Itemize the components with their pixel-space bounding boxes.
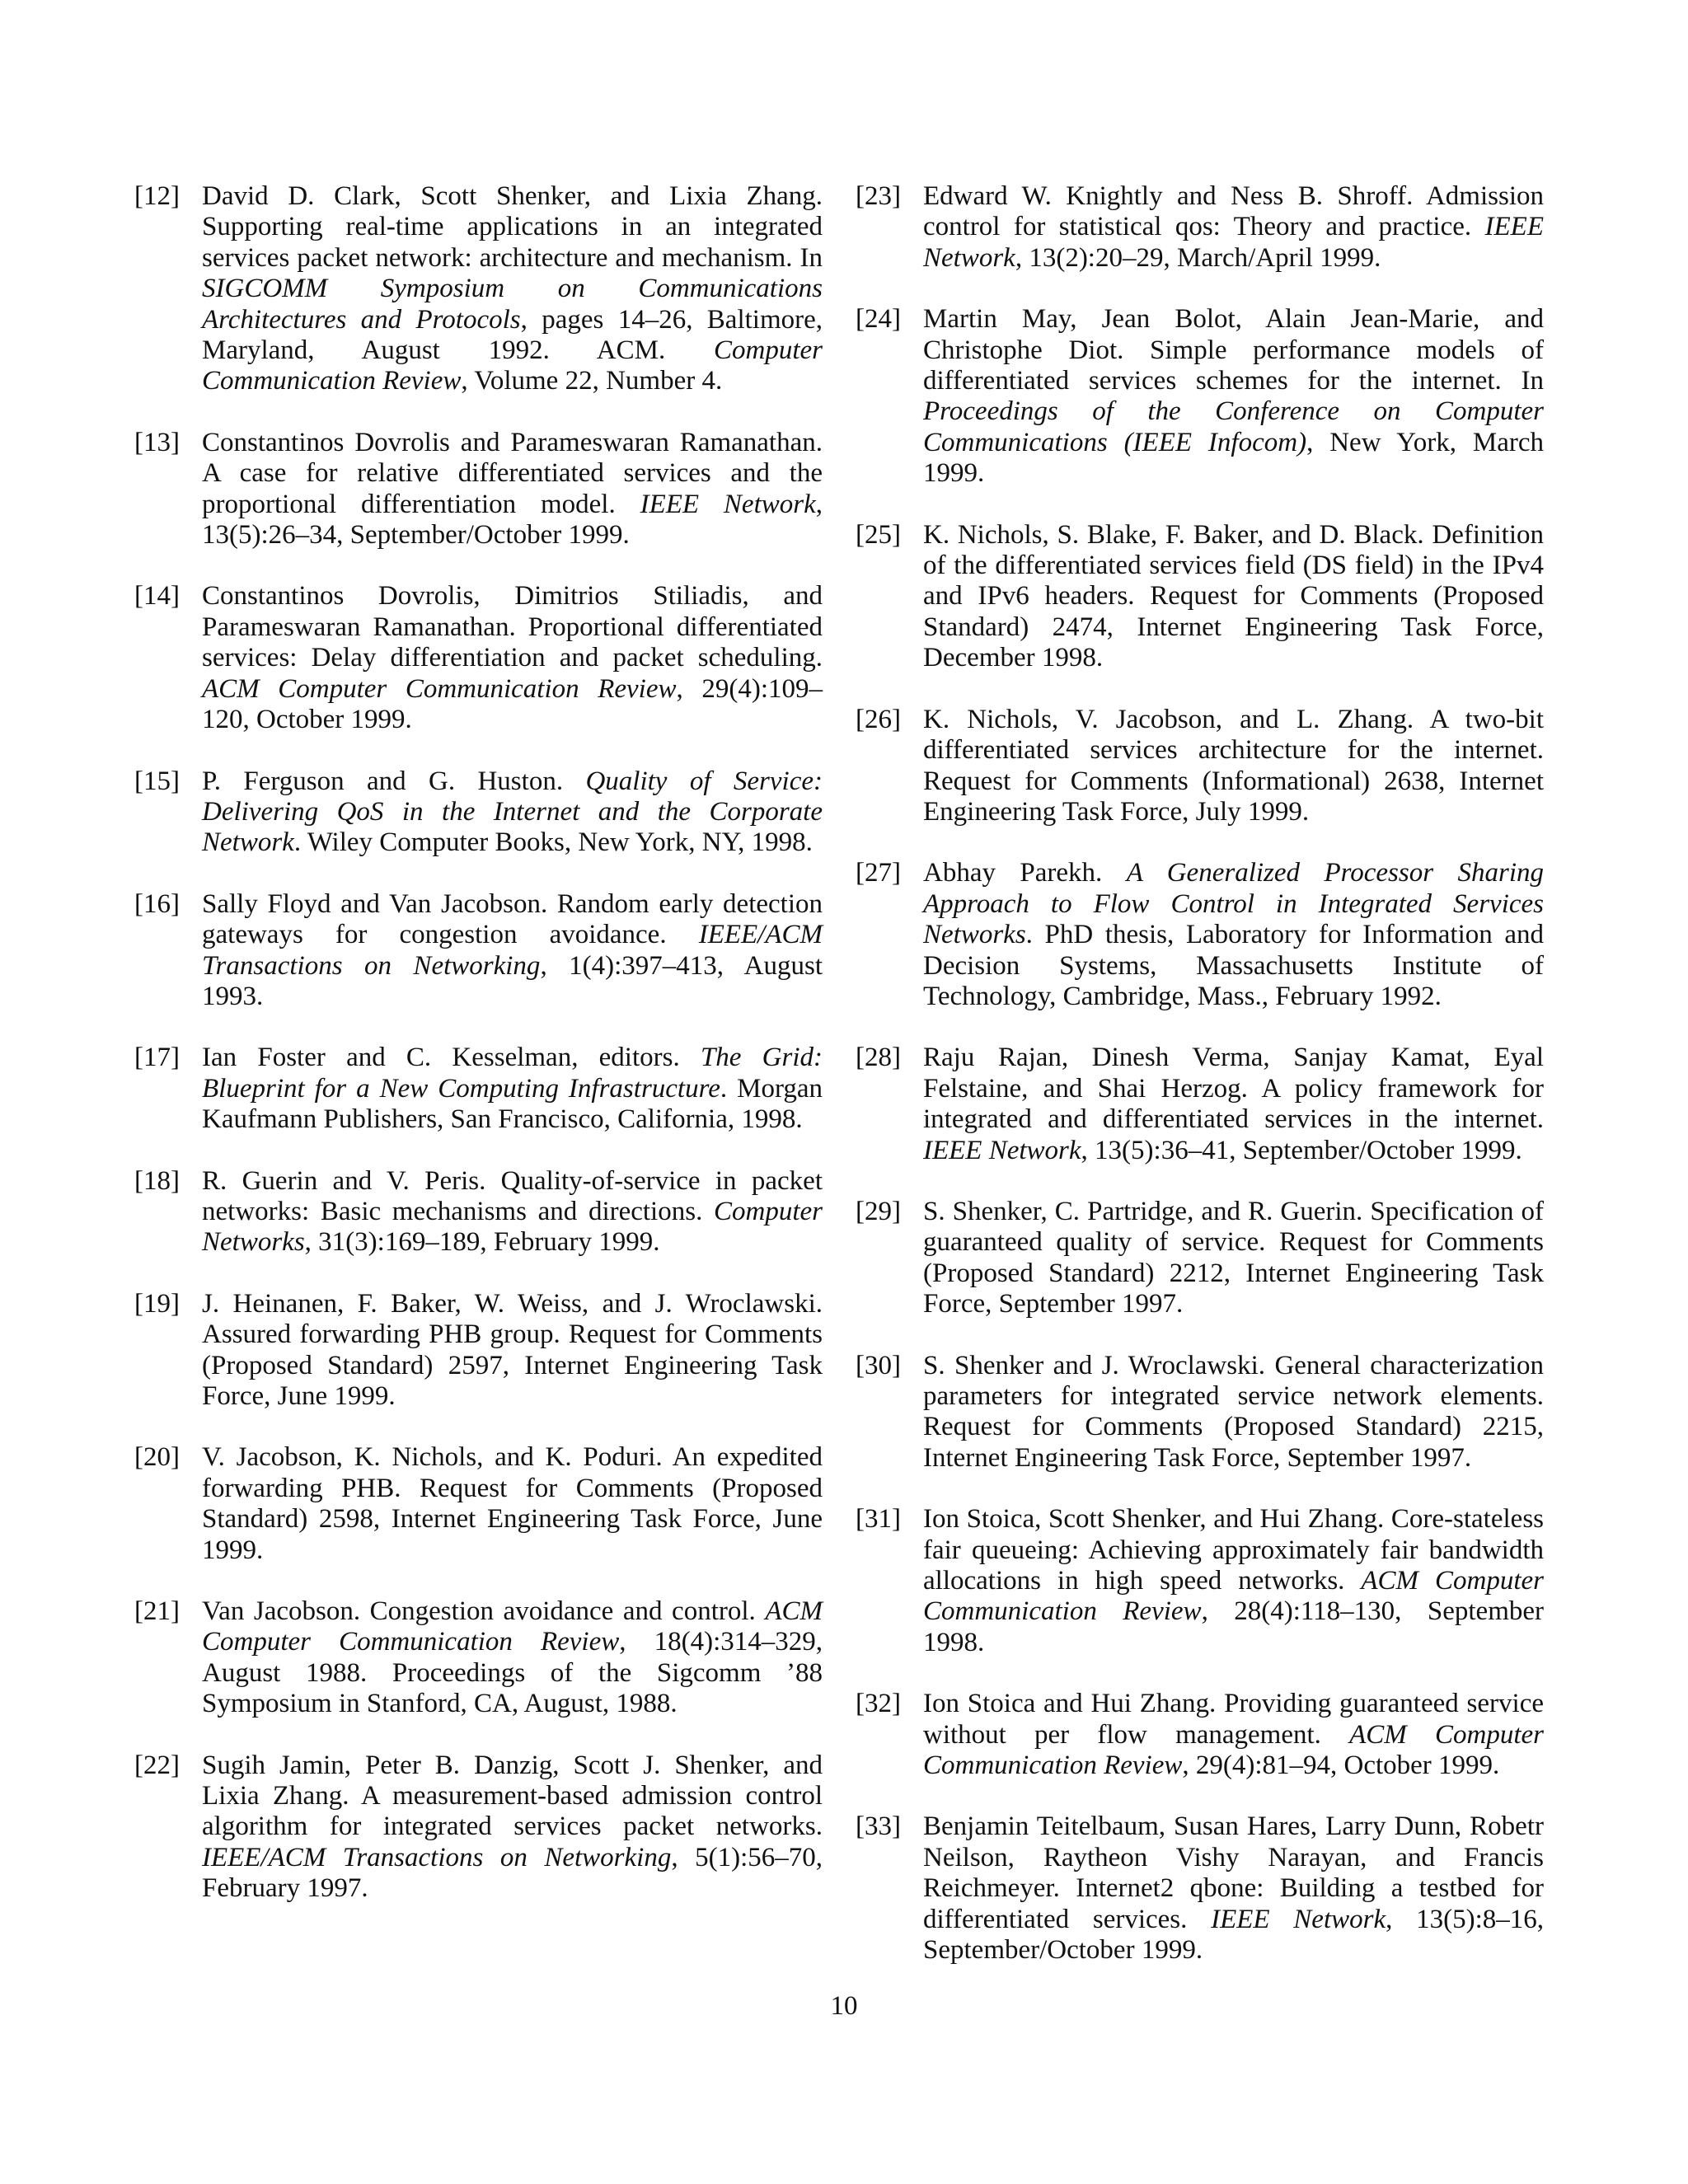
reference-entry	[856, 1689, 1544, 1781]
reference-entry	[134, 181, 823, 397]
reference-text-segment: , 13(2):20–29, March/April 1999.	[1015, 242, 1381, 273]
reference-label: [15]	[134, 766, 180, 796]
reference-text	[923, 1504, 1544, 1658]
reference-entry	[856, 520, 1544, 674]
reference-label: [23]	[856, 181, 901, 211]
reference-venue-italic: IEEE Network	[640, 489, 816, 519]
reference-text-segment: Abhay Parekh.	[923, 858, 1127, 888]
reference-text-segment: . Morgan Kaufmann Publishers, San Francisco, California, 1998.	[202, 1073, 823, 1135]
reference-text-segment: Ion Stoica and Hui Zhang. Providing guaranteed service without per flow management.	[923, 1689, 1544, 1750]
reference-text	[923, 520, 1544, 674]
reference-text	[923, 1197, 1544, 1320]
reference-text-segment: David D. Clark, Scott Shenker, and Lixia Zhang. Supporting real-time applications in an integrated services packet network: architecture and mechanism. In	[202, 181, 823, 273]
reference-label: [33]	[856, 1811, 901, 1842]
reference-text-segment: K. Nichols, S. Blake, F. Baker, and D. Black. Definition of the differentiated services field (DS field) in the IPv4 and IPv6 headers. Request for Comments (Proposed Standard) 2474, Internet Engineering Task Force, December 1998.	[923, 519, 1544, 673]
reference-text	[202, 1750, 823, 1905]
reference-text-segment: Sugih Jamin, Peter B. Danzig, Scott J. Shenker, and Lixia Zhang. A measurement-based admission control algorithm for integrated services packet networks.	[202, 1750, 823, 1842]
reference-venue-italic: IEEE Network	[923, 212, 1544, 273]
reference-text-segment: , Volume 22, Number 4.	[461, 366, 723, 396]
reference-text-segment: . PhD thesis, Laboratory for Information and Decision Systems, Massachusetts Institute of Technology, Cambridge, Mass., February 1992.	[923, 920, 1544, 1011]
reference-label: [18]	[134, 1165, 180, 1196]
reference-entry	[134, 1442, 823, 1566]
reference-text-segment: Ian Foster and C. Kesselman, editors.	[202, 1043, 701, 1073]
reference-text	[202, 1442, 823, 1566]
reference-text-segment: Sally Floyd and Van Jacobson. Random early detection gateways for congestion avoidance.	[202, 888, 823, 950]
reference-venue-italic: Computer Networks	[202, 1196, 823, 1258]
reference-venue-italic: IEEE/ACM Transactions on Networking	[202, 920, 823, 981]
reference-label: [31]	[856, 1504, 901, 1535]
reference-label: [14]	[134, 581, 180, 612]
reference-entry	[134, 766, 823, 859]
reference-text	[923, 1689, 1544, 1781]
reference-venue-italic: Computer Communication Review	[202, 335, 823, 396]
reference-text-segment: R. Guerin and V. Peris. Quality-of-service in packet networks: Basic mechanisms and directions.	[202, 1165, 823, 1226]
reference-text	[923, 304, 1544, 489]
reference-text-segment: , 1(4):397–413, August 1993.	[202, 950, 823, 1011]
reference-entry	[134, 889, 823, 1013]
reference-text	[923, 1351, 1544, 1474]
reference-text-segment: , 13(5):36–41, September/October 1999.	[1081, 1135, 1522, 1165]
reference-entry	[134, 428, 823, 551]
reference-text	[202, 889, 823, 1013]
reference-entry	[856, 705, 1544, 828]
reference-text	[202, 428, 823, 551]
reference-text	[923, 1811, 1544, 1966]
reference-entry	[134, 1043, 823, 1135]
reference-text	[202, 581, 823, 735]
reference-entry	[134, 1166, 823, 1258]
reference-text	[202, 1596, 823, 1720]
reference-text	[202, 1043, 823, 1135]
reference-text-segment: , 13(5):26–34, September/October 1999.	[202, 489, 823, 551]
reference-entry	[134, 1289, 823, 1413]
reference-text-segment: Ion Stoica, Scott Shenker, and Hui Zhang. Core-stateless fair queueing: Achieving approximately fair bandwidth allocations in high speed networks.	[923, 1504, 1544, 1596]
reference-label: [30]	[856, 1350, 901, 1380]
reference-text-segment: . Wiley Computer Books, New York, NY, 1998.	[293, 827, 813, 858]
reference-entry	[856, 1197, 1544, 1320]
references-right-column	[856, 181, 1544, 1997]
reference-text-segment: Edward W. Knightly and Ness B. Shroff. Admission control for statistical qos: Theory and practice.	[923, 181, 1544, 242]
reference-label: [24]	[856, 304, 901, 335]
reference-text-segment: V. Jacobson, K. Nichols, and K. Poduri. An expedited forwarding PHB. Request for Comments (Proposed Standard) 2598, Internet Engineering Task Force, June 1999.	[202, 1442, 823, 1565]
reference-label: [17]	[134, 1043, 180, 1073]
reference-entry	[134, 1750, 823, 1905]
reference-text-segment: Constantinos Dovrolis, Dimitrios Stiliadis, and Parameswaran Ramanathan. Proportional differentiated services: Delay differentiation and packet scheduling.	[202, 581, 823, 673]
reference-text-segment: , 29(4):81–94, October 1999.	[1182, 1750, 1500, 1781]
reference-text-segment: Raju Rajan, Dinesh Verma, Sanjay Kamat, Eyal Felstaine, and Shai Herzog. A policy framework for integrated and differentiated services in the internet.	[923, 1043, 1544, 1135]
reference-label: [19]	[134, 1288, 180, 1319]
reference-text-segment: , pages 14–26, Baltimore, Maryland, August 1992. ACM.	[202, 304, 823, 366]
reference-text	[202, 1289, 823, 1413]
reference-venue-italic: SIGCOMM Symposium on Communications Architectures and Protocols	[202, 274, 823, 335]
reference-text-segment: Martin May, Jean Bolot, Alain Jean-Marie, and Christophe Diot. Simple performance models of differentiated services schemes for the internet. In	[923, 304, 1544, 396]
reference-venue-italic: A Generalized Processor Sharing Approach to Flow Control in Integrated Services Networks	[923, 858, 1544, 950]
reference-venue-italic: ACM Computer Communication Review	[202, 1596, 823, 1657]
reference-venue-italic: The Grid: Blueprint for a New Computing Infrastructure	[202, 1043, 823, 1104]
reference-venue-italic: IEEE/ACM Transactions on Networking	[202, 1842, 672, 1872]
reference-text-segment: , New York, March 1999.	[923, 427, 1545, 489]
reference-text-segment: , 28(4):118–130, September 1998.	[923, 1596, 1545, 1657]
reference-label: [28]	[856, 1043, 901, 1073]
reference-text-segment: Constantinos Dovrolis and Parameswaran Ramanathan. A case for relative differentiated services and the proportional differentiation model.	[202, 427, 823, 519]
reference-text-segment: , 13(5):8–16, September/October 1999.	[923, 1904, 1544, 1966]
reference-entry	[134, 1596, 823, 1720]
reference-entry	[856, 181, 1544, 274]
reference-venue-italic: Quality of Service: Delivering QoS in the Internet and the Corporate Network	[202, 766, 823, 858]
references-left-column	[134, 181, 823, 1935]
reference-text-segment: Benjamin Teitelbaum, Susan Hares, Larry Dunn, Robetr Neilson, Raytheon Vishy Narayan, and Francis Reichmeyer. Internet2 qbone: Building a testbed for differentiated services.	[923, 1811, 1544, 1934]
reference-venue-italic: IEEE Network	[1211, 1904, 1386, 1934]
reference-text-segment: S. Shenker, C. Partridge, and R. Guerin. Specification of guaranteed quality of service. Request for Comments (Proposed Standard) 2212, Internet Engineering Task Force, September 1997.	[923, 1196, 1544, 1319]
reference-label: [21]	[134, 1596, 180, 1627]
reference-entry	[856, 1351, 1544, 1474]
reference-label: [27]	[856, 858, 901, 888]
reference-text	[923, 858, 1544, 1012]
reference-venue-italic: Proceedings of the Conference on Computer Communications (IEEE Infocom)	[923, 396, 1544, 457]
reference-text	[923, 705, 1544, 828]
reference-venue-italic: IEEE Network	[923, 1135, 1081, 1165]
reference-text-segment: P. Ferguson and G. Huston.	[202, 766, 586, 796]
reference-text-segment: , 31(3):169–189, February 1999.	[304, 1227, 660, 1258]
reference-label: [29]	[856, 1196, 901, 1226]
reference-venue-italic: ACM Computer Communication Review	[923, 1719, 1544, 1781]
reference-text	[202, 766, 823, 859]
reference-venue-italic: ACM Computer Communication Review	[923, 1566, 1544, 1627]
reference-venue-italic: ACM Computer Communication Review	[202, 673, 677, 704]
reference-text	[202, 181, 823, 397]
reference-label: [22]	[134, 1750, 180, 1780]
reference-entry	[134, 581, 823, 735]
reference-entry	[856, 858, 1544, 1012]
reference-text-segment: , 29(4):109–120, October 1999.	[202, 673, 823, 735]
reference-text	[923, 181, 1544, 274]
reference-text	[202, 1166, 823, 1258]
reference-label: [16]	[134, 888, 180, 919]
reference-text-segment: J. Heinanen, F. Baker, W. Weiss, and J. Wroclawski. Assured forwarding PHB group. Request for Comments (Proposed Standard) 2597, Internet Engineering Task Force, June 1999.	[202, 1288, 823, 1411]
reference-entry	[856, 1043, 1544, 1166]
reference-label: [32]	[856, 1689, 901, 1719]
reference-text-segment: K. Nichols, V. Jacobson, and L. Zhang. A two-bit differentiated services architecture for the internet. Request for Comments (Informational) 2638, Internet Engineering Task Force, July 1999.	[923, 704, 1544, 827]
page-number: 10	[830, 1991, 858, 2021]
reference-entry	[856, 304, 1544, 489]
reference-entry	[856, 1504, 1544, 1658]
reference-text	[923, 1043, 1544, 1166]
reference-label: [12]	[134, 181, 180, 211]
reference-entry	[856, 1811, 1544, 1966]
reference-label: [20]	[134, 1442, 180, 1473]
reference-label: [26]	[856, 704, 901, 734]
reference-label: [25]	[856, 519, 901, 550]
reference-text-segment: , 18(4):314–329, August 1988. Proceedings of the Sigcomm ’88 Symposium in Stanford, CA, August, 1988.	[202, 1627, 823, 1719]
reference-text-segment: Van Jacobson. Congestion avoidance and control.	[202, 1596, 766, 1627]
reference-text-segment: S. Shenker and J. Wroclawski. General characterization parameters for integrated service network elements. Request for Comments (Proposed Standard) 2215, Internet Engineering Task Force, September 1997.	[923, 1350, 1544, 1473]
reference-label: [13]	[134, 427, 180, 457]
reference-text-segment: , 5(1):56–70, February 1997.	[202, 1842, 823, 1904]
